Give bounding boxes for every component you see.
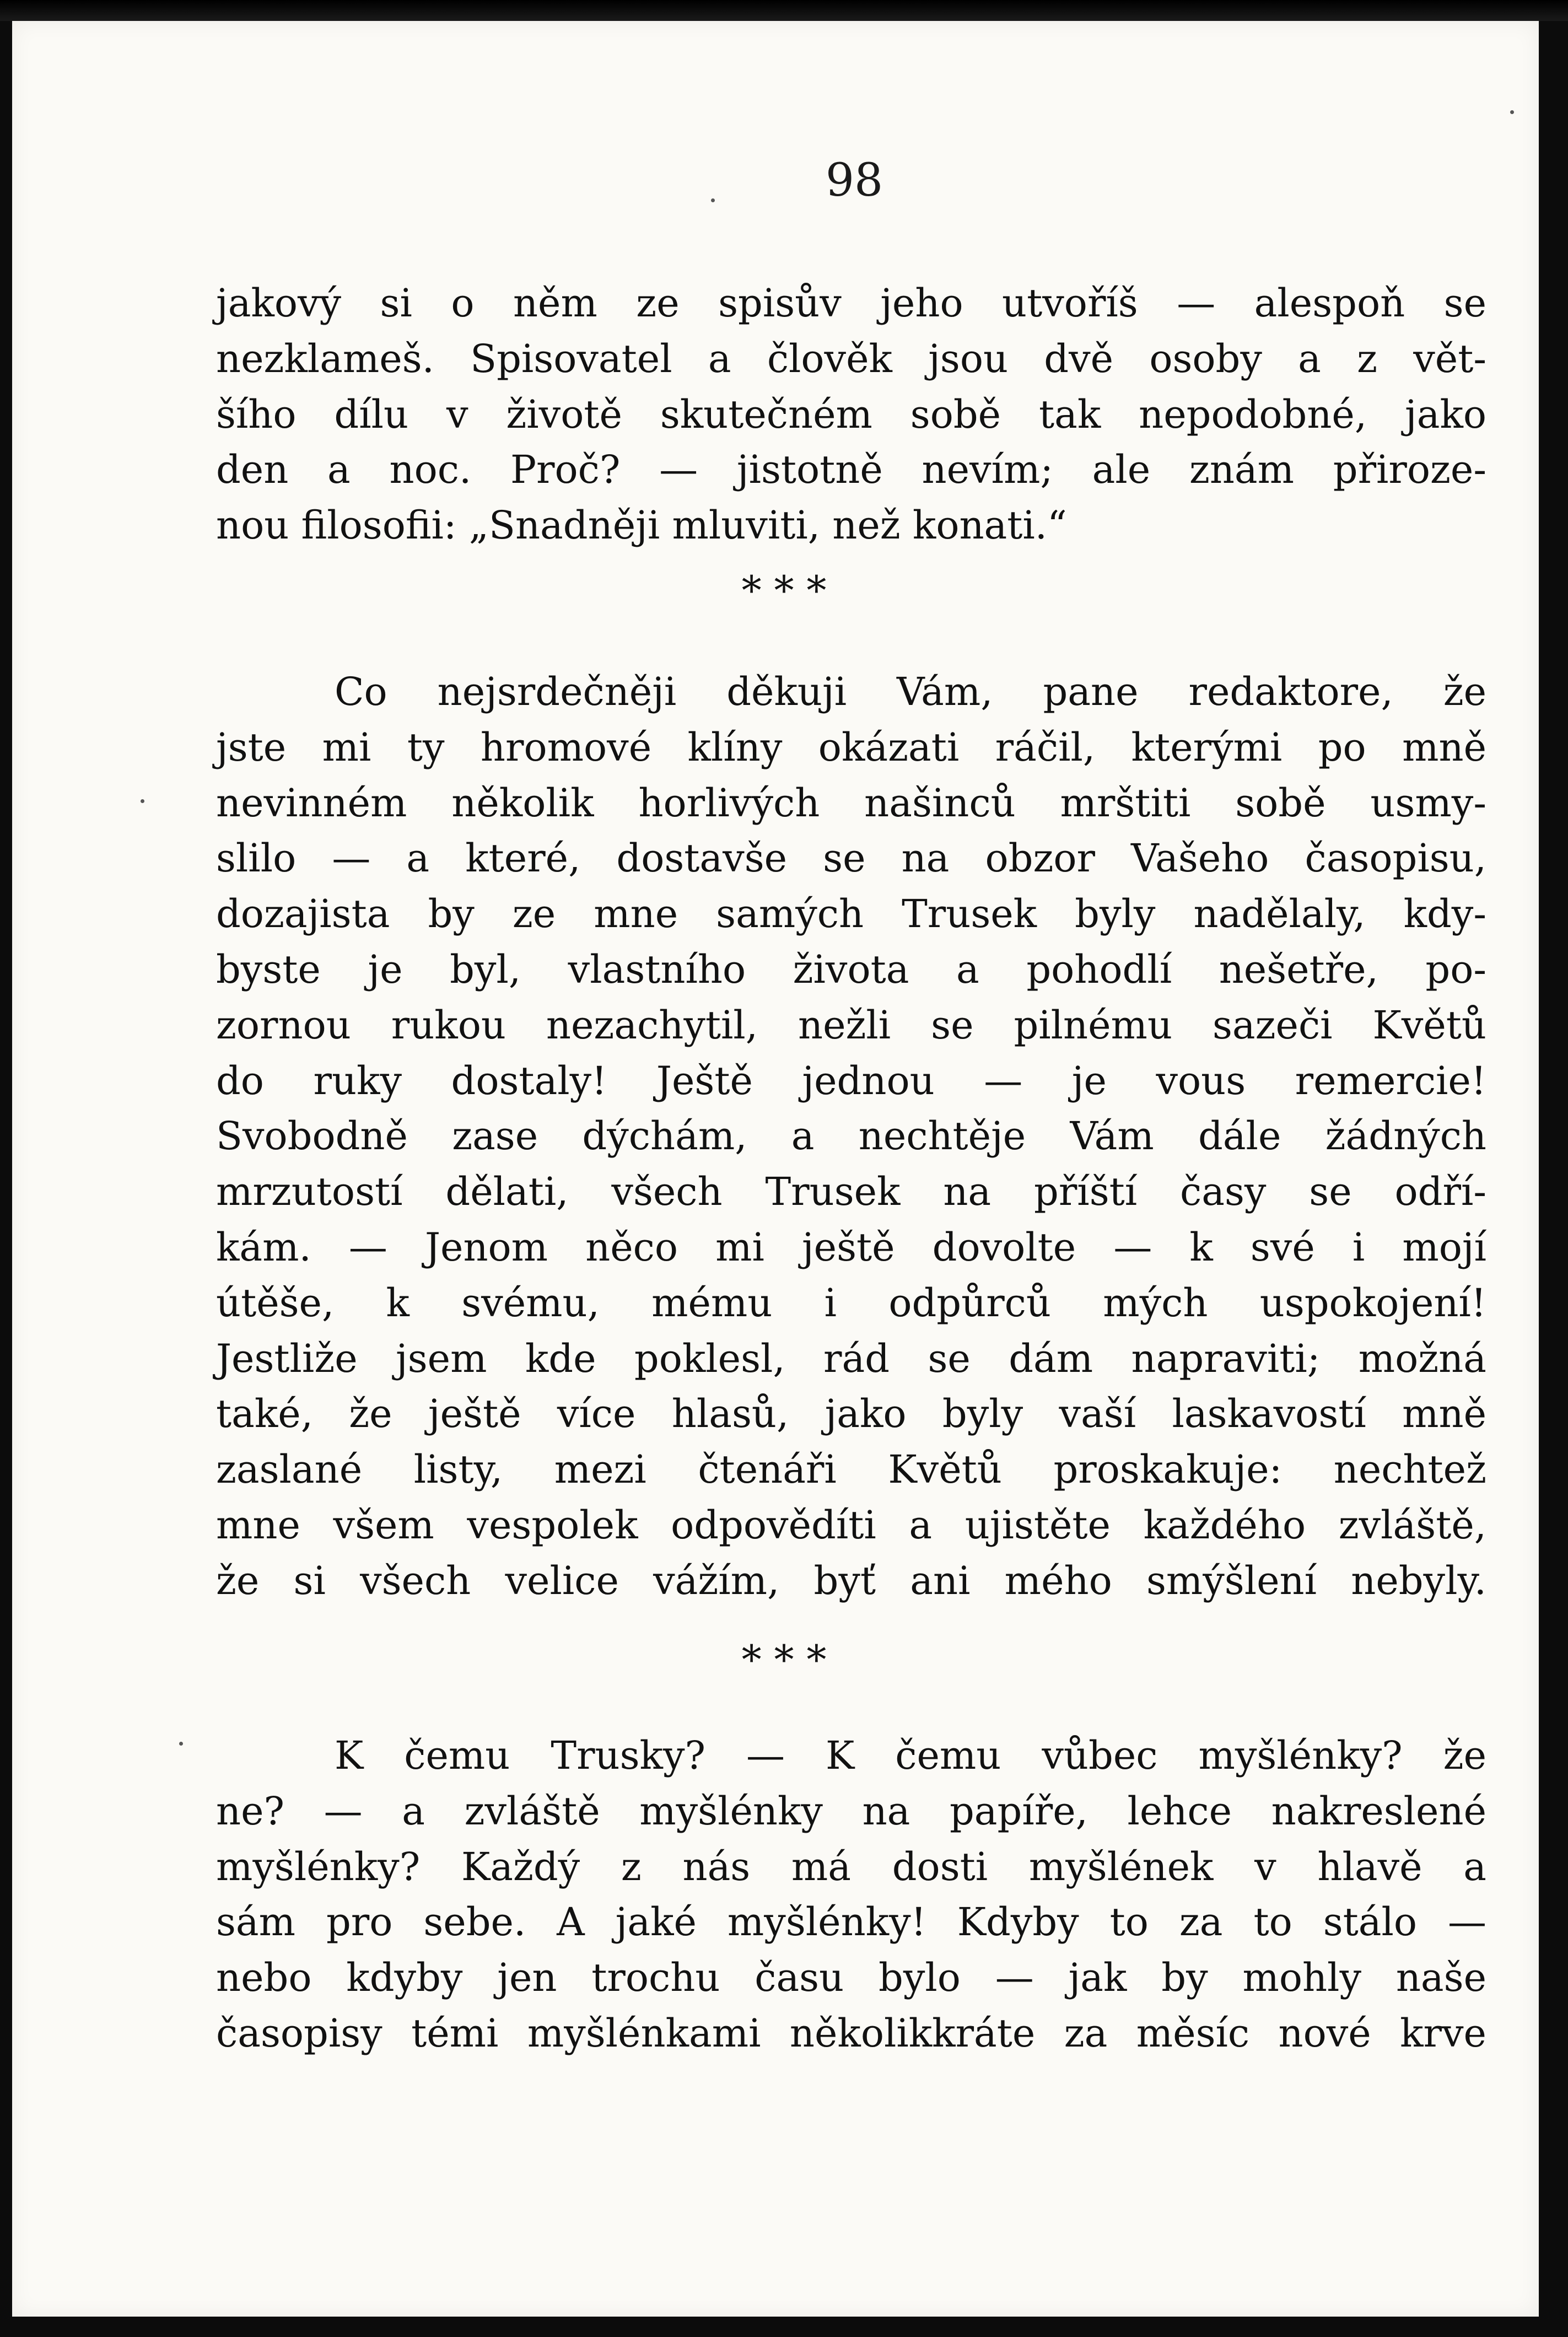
text-line: den a noc. Proč? — jistotně nevím; ale znám přiroze- (216, 447, 1486, 493)
paragraph-3 (216, 1728, 1486, 2061)
section-dinkus: * * * (741, 1636, 827, 1683)
text-line: byste je byl, vlastního života a pohodlí nešetře, po- (216, 946, 1486, 992)
text-line: myšlénky? Každý z nás má dosti myšlének v hlavě a (216, 1844, 1486, 1889)
page-number: 98 (825, 154, 883, 207)
text-line: šího dílu v životě skutečném sobě tak nepodobné, jako (216, 391, 1486, 437)
text-line: jakový si o něm ze spisův jeho utvoříš — alespoň se (216, 281, 1486, 326)
text-line: mne všem vespolek odpovědíti a ujistěte každého zvláště, (216, 1502, 1486, 1548)
text-line: nou filosofii: „Snadněji mluviti, než konati.“ (216, 503, 1067, 548)
text-line: nezklameš. Spisovatel a člověk jsou dvě osoby a z vět- (216, 336, 1486, 381)
text-line: sám pro sebe. A jaké myšlénky! Kdyby to za to stálo — (216, 1899, 1486, 1945)
text-line: že si všech velice vážím, byť ani mého smýšlení nebyly. (216, 1558, 1486, 1603)
text-line: zornou rukou nezachytil, nežli se pilnému sazeči Květů (216, 1002, 1486, 1048)
paper-speck (1510, 110, 1514, 114)
text-line: nevinném několik horlivých našinců mrštiti sobě usmy- (216, 780, 1486, 826)
paragraph-2 (216, 664, 1486, 1609)
paper-speck (711, 198, 715, 202)
text-line: časopisy témi myšlénkami několikkráte za měsíc nové krve (216, 2010, 1486, 2056)
paper-speck (141, 799, 144, 803)
text-line: K čemu Trusky? — K čemu vůbec myšlénky? že (335, 1733, 1486, 1778)
section-dinkus: * * * (741, 567, 827, 613)
text-line: kám. — Jenom něco mi ještě dovolte — k své i mojí (216, 1224, 1486, 1270)
text-line: Svobodně zase dýchám, a nechtěje Vám dále žádných (216, 1113, 1486, 1159)
text-line: do ruky dostaly! Ještě jednou — je vous remercie! (216, 1058, 1486, 1103)
text-line: nebo kdyby jen trochu času bylo — jak by mohly naše (216, 1955, 1486, 2001)
text-line: Co nejsrdečněji děkuji Vám, pane redaktore, že (335, 669, 1486, 714)
text-line: Jestliže jsem kde poklesl, rád se dám napraviti; možná (216, 1336, 1486, 1381)
text-line: také, že ještě více hlasů, jako byly vaší laskavostí mně (216, 1391, 1486, 1437)
paper-speck (179, 1742, 183, 1746)
text-line: ne? — a zvláště myšlénky na papíře, lehce nakreslené (216, 1788, 1486, 1834)
text-line: mrzutostí dělati, všech Trusek na příští časy se odří- (216, 1169, 1486, 1215)
text-line: útěše, k svému, mému i odpůrců mých uspokojení! (216, 1280, 1486, 1326)
paragraph-1 (216, 276, 1486, 553)
scan-border (0, 0, 1568, 21)
text-line: jste mi ty hromové klíny okázati ráčil, kterými po mně (216, 724, 1486, 770)
text-line: slilo — a které, dostavše se na obzor Vašeho časopisu, (216, 836, 1486, 881)
text-line: zaslané listy, mezi čtenáři Květů proskakuje: nechtež (216, 1447, 1486, 1493)
text-line: dozajista by ze mne samých Trusek byly nadělaly, kdy- (216, 891, 1486, 937)
